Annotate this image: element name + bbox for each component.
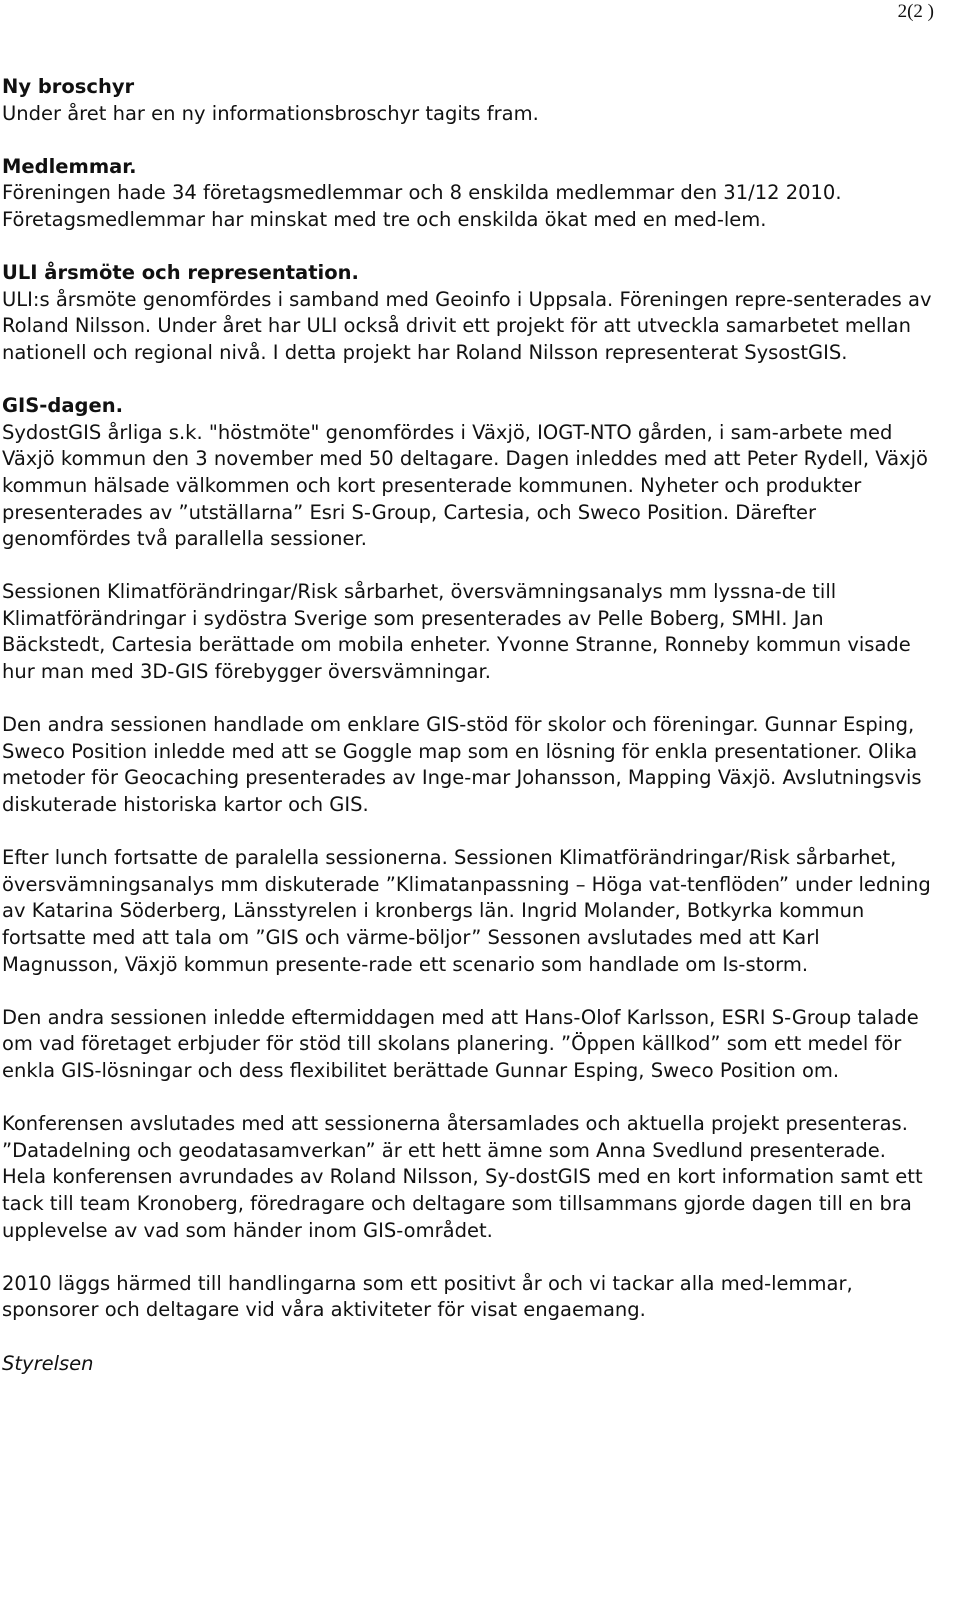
section-text: SydostGIS årliga s.k. "höstmöte" genomfördes i Växjö, IOGT-NTO gården, i sam-arbete med Växjö kommun den 3 november med 50 deltagare. Dagen inleddes med att Peter Rydell, Växjö kommun hälsade välkommen och kort presenterade kommunen. Nyheter och produkter presenterades av ”utställarna” Esri S-Group, Cartesia, och Sweco Position. Därefter genomfördes två parallella sessioner.: [2, 420, 928, 551]
section-ny-broschyr: [2, 74, 932, 127]
section-text: ULI:s årsmöte genomfördes i samband med Geoinfo i Uppsala. Föreningen repre-senterades av Roland Nilsson. Under året har ULI också drivit ett projekt för att utveckla samarbetet mellan nationell och regional nivå. I detta projekt har Roland Nilsson representerat SysostGIS.: [2, 287, 932, 364]
paragraph-eftermiddag: Den andra sessionen inledde eftermiddagen med att Hans-Olof Karlsson, ESRI S-Group talade om vad företaget erbjuder för stöd till skolans planering. ”Öppen källkod” som ett medel för enkla GIS-lösningar och dess flexibilitet berättade Gunnar Esping, Sweco Position om.: [2, 1005, 919, 1082]
paragraph-efter-lunch: Efter lunch fortsatte de paralella sessionerna. Sessionen Klimatförändringar/Risk sårbarhet, översvämningsanalys mm diskuterade ”Klimatanpassning – Höga vat-tenflöden” under ledning av Katarina Söderberg, Länsstyrelen i kronbergs län. Ingrid Molander, Botkyrka kommun fortsatte med att tala om ”GIS och värme-böljor” Sessonen avslutades med att Karl Magnusson, Växjö kommun presente-rade ett scenario som handlade om Is-storm.: [2, 846, 931, 976]
section-gis-dagen: [2, 393, 932, 553]
paragraph-session-klimat: Sessionen Klimatförändringar/Risk sårbarhet, översvämningsanalys mm lyssna-de till Klimatförändringar i sydöstra Sverige som presenterades av Pelle Boberg, SMHI. Jan Bäckstedt, Cartesia berättade om mobila enheter. Yvonne Stranne, Ronneby kommun visade hur man med 3D-GIS förebygger översvämningar.: [2, 580, 911, 684]
section-uli-arsmote: [2, 260, 932, 366]
section-text: Under året har en ny informationsbroschyr tagits fram.: [2, 101, 539, 125]
section-text: Föreningen hade 34 företagsmedlemmar och 8 enskilda medlemmar den 31/12 2010. Företagsmedlemmar har minskat med tre och enskilda ökat med en med-lem.: [2, 181, 842, 231]
paragraph-summary: 2010 läggs härmed till handlingarna som ett positivt år och vi tackar alla med-lemmar, sponsorer och deltagare vid våra aktiviteter för visat engaemang.: [2, 1271, 853, 1322]
section-heading: Ny broschyr: [2, 75, 135, 98]
paragraph-session-skolor: Den andra sessionen handlade om enklare GIS-stöd för skolor och föreningar. Gunnar Esping, Sweco Position inledde med att se Goggle map som en lösning för enkla presentationer. Olika metoder för Geocaching presenterades av Inge-mar Johansson, Mapping Växjö. Avslutningsvis diskuterade historiska kartor och GIS.: [2, 713, 922, 817]
section-medlemmar: [2, 154, 932, 234]
section-heading: Medlemmar.: [2, 154, 137, 178]
document-body: [2, 74, 932, 1377]
signature: Styrelsen: [2, 1351, 94, 1375]
section-heading: ULI årsmöte och representation.: [2, 261, 359, 285]
paragraph-konferensen: Konferensen avslutades med att sessionerna återsamlades och aktuella projekt presenteras. ”Datadelning och geodatasamverkan” är ett hett ämne som Anna Svedlund presenterade. Hela konferensen avrundades av Roland Nilsson, Sy-dostGIS med en kort information samt ett tack till team Kronoberg, föredragare och deltagare som tillsammans gjorde dagen till en bra upplevelse av vad som händer inom GIS-området.: [2, 1112, 923, 1242]
page-number: 2(2 ): [897, 1, 934, 22]
section-heading: GIS-dagen.: [2, 394, 123, 418]
